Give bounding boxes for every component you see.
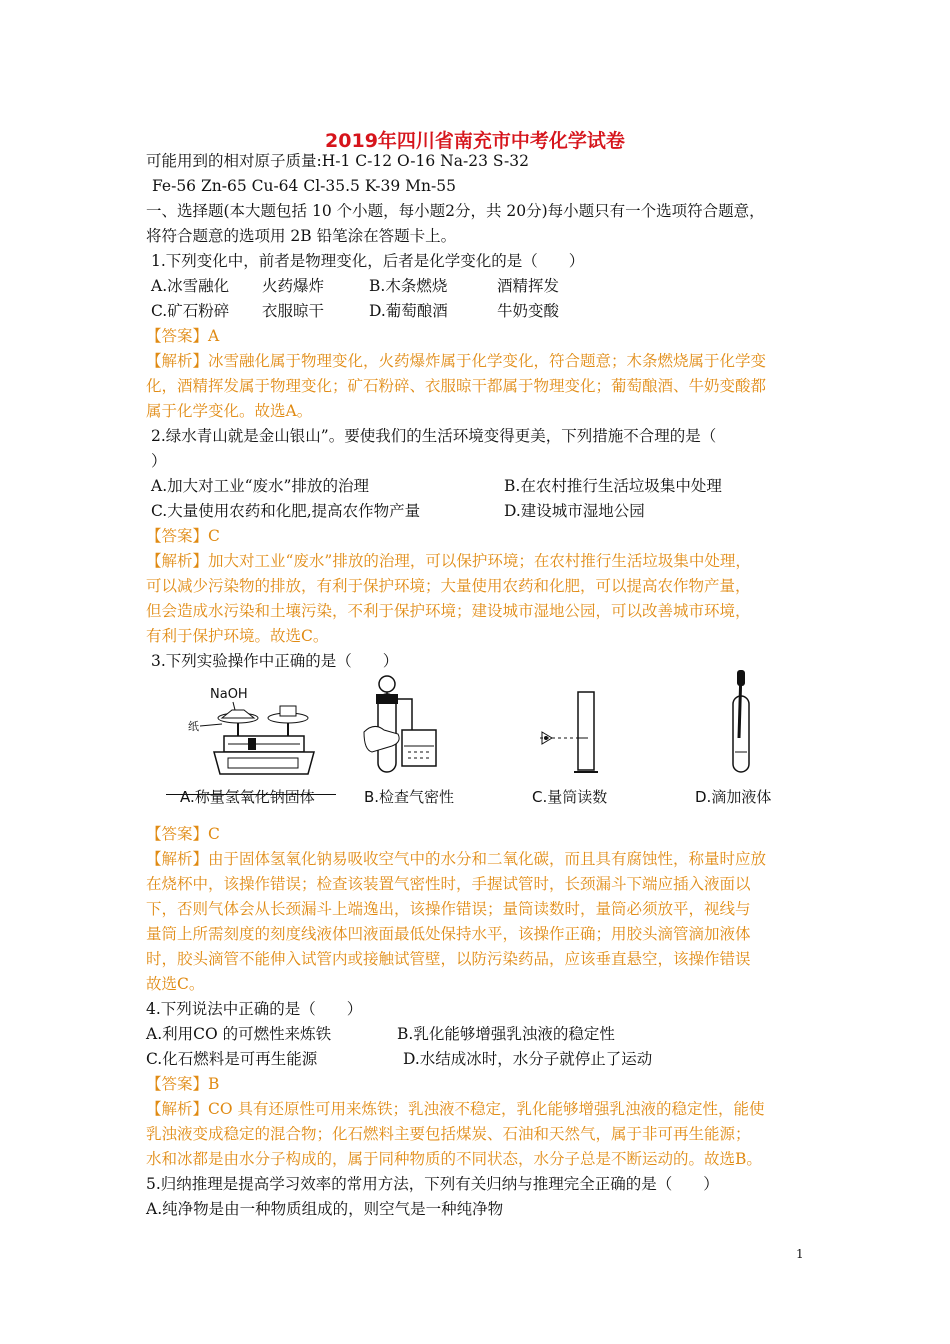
q3-analysis-line: 时，胶头滴管不能伸入试管内或接触试管壁，以防污染药品，应该垂直悬空，该操作错误 <box>146 950 751 968</box>
q3-answer: 【答案】C <box>146 825 220 843</box>
q4-analysis-line: 水和冰都是由水分子构成的，属于同种物质的不同状态，水分子总是不断运动的。故选B。 <box>146 1150 762 1168</box>
page-title: 2019年四川省南充市中考化学试卷 <box>325 130 625 152</box>
q1-option-b: B.木条燃烧 <box>369 277 448 295</box>
q2-answer: 【答案】C <box>146 527 220 545</box>
figure-a-paper-label: 纸 <box>188 720 199 733</box>
q4-answer: 【答案】B <box>146 1075 220 1093</box>
q2-option-b: B.在农村推行生活垃圾集中处理 <box>504 477 722 495</box>
q2-stem-line-1: 2.绿水青山就是金山银山”。要使我们的生活环境变得更美，下列措施不合理的是（ <box>151 427 717 445</box>
figure-c-cylinder <box>530 688 620 788</box>
q3-stem: 3.下列实验操作中正确的是（ ） <box>151 652 399 670</box>
atomic-masses-line-1: 可能用到的相对原子质量:H-1 C-12 O-16 Na-23 S-32 <box>146 152 530 170</box>
atomic-masses-line-2: Fe-56 Zn-65 Cu-64 Cl-35.5 K-39 Mn-55 <box>152 177 456 195</box>
q2-analysis-line: 可以减少污染物的排放，有利于保护环境；大量使用农药和化肥，可以提高农作物产量， <box>146 577 751 595</box>
q2-option-c: C.大量使用农药和化肥,提高农作物产量 <box>151 502 421 520</box>
figure-a-underline <box>166 794 336 796</box>
q5-option-a: A.纯净物是由一种物质组成的，则空气是一种纯净物 <box>146 1200 504 1218</box>
q4-analysis-line: 【解析】CO 具有还原性可用来炼铁；乳浊液不稳定，乳化能够增强乳浊液的稳定性，能使 <box>146 1100 765 1118</box>
q4-stem: 4.下列说法中正确的是（ ） <box>146 1000 363 1018</box>
q2-analysis-line: 【解析】加大对工业“废水”排放的治理，可以保护环境；在农村推行生活垃圾集中处理， <box>146 552 751 570</box>
figure-a-balance <box>188 680 328 790</box>
q3-analysis-line: 故选C。 <box>146 975 205 993</box>
figure-a-naoh-label: NaOH <box>210 687 248 702</box>
q2-option-d: D.建设城市湿地公园 <box>504 502 645 520</box>
figure-d-dropper <box>715 668 765 778</box>
q2-stem-line-2: ） <box>151 452 167 470</box>
figure-b-caption: B.检查气密性 <box>364 788 455 806</box>
q4-option-c: C.化石燃料是可再生能源 <box>146 1050 318 1068</box>
q1-answer: 【答案】A <box>146 327 220 345</box>
q2-analysis-line: 但会造成水污染和土壤污染，不利于保护环境；建设城市湿地公园，可以改善城市环境， <box>146 602 751 620</box>
q3-analysis-line: 量筒上所需刻度的刻度线液体凹液面最低处保持水平，该操作正确；用胶头滴管滴加液体 <box>146 925 751 943</box>
q1-option-a: A.冰雪融化 <box>151 277 230 295</box>
q2-option-a: A.加大对工业“废水”排放的治理 <box>151 477 369 495</box>
section-instructions-line-1: 一、选择题(本大题包括 10 个小题，每小题2分，共 20分)每小题只有一个选项符合题意， <box>146 202 765 220</box>
q4-option-b: B.乳化能够增强乳浊液的稳定性 <box>397 1025 615 1043</box>
q1-option-c: C.矿石粉碎 <box>151 302 230 320</box>
q3-analysis-line: 下，否则气体会从长颈漏斗上端逸出，该操作错误；量筒读数时，量筒必须放平，视线与 <box>146 900 751 918</box>
q1-analysis-line: 属于化学变化。故选A。 <box>146 402 313 420</box>
q1-option-d: D.葡萄酿酒 <box>369 302 448 320</box>
figure-c-caption: C.量筒读数 <box>532 788 608 806</box>
q3-analysis-line: 【解析】由于固体氢氧化钠易吸收空气中的水分和二氧化碳，而且具有腐蚀性，称量时应放 <box>146 850 767 868</box>
q5-stem: 5.归纳推理是提高学习效率的常用方法，下列有关归纳与推理完全正确的是（ ） <box>146 1175 719 1193</box>
figure-d-caption: D.滴加液体 <box>695 788 772 806</box>
q1-analysis-line: 化，酒精挥发属于物理变化；矿石粉碎、衣服晾干都属于物理变化；葡萄酿酒、牛奶变酸都 <box>146 377 767 395</box>
page-number: 1 <box>796 1247 804 1261</box>
q4-option-a: A.利用CO 的可燃性来炼铁 <box>146 1025 332 1043</box>
figure-b-airtight <box>362 672 472 787</box>
figure-a-caption: A.称量氢氧化钠固体 <box>180 788 315 806</box>
q1-option-a2: 火药爆炸 <box>262 277 325 295</box>
q3-analysis-line: 在烧杯中，该操作错误；检查该装置气密性时，手握试管时，长颈漏斗下端应插入液面以 <box>146 875 751 893</box>
q1-stem: 1.下列变化中，前者是物理变化，后者是化学变化的是（ ） <box>151 252 585 270</box>
q2-analysis-line: 有利于保护环境。故选C。 <box>146 627 329 645</box>
q1-analysis-line: 【解析】冰雪融化属于物理变化，火药爆炸属于化学变化，符合题意；木条燃烧属于化学变 <box>146 352 767 370</box>
q1-option-d2: 牛奶变酸 <box>497 302 560 320</box>
q4-analysis-line: 乳浊液变成稳定的混合物；化石燃料主要包括煤炭、石油和天然气，属于非可再生能源； <box>146 1125 751 1143</box>
q1-option-c2: 衣服晾干 <box>262 302 325 320</box>
section-instructions-line-2: 将符合题意的选项用 2B 铅笔涂在答题卡上。 <box>146 227 457 245</box>
q1-option-b2: 酒精挥发 <box>497 277 560 295</box>
q4-option-d: D.水结成冰时，水分子就停止了运动 <box>403 1050 653 1068</box>
